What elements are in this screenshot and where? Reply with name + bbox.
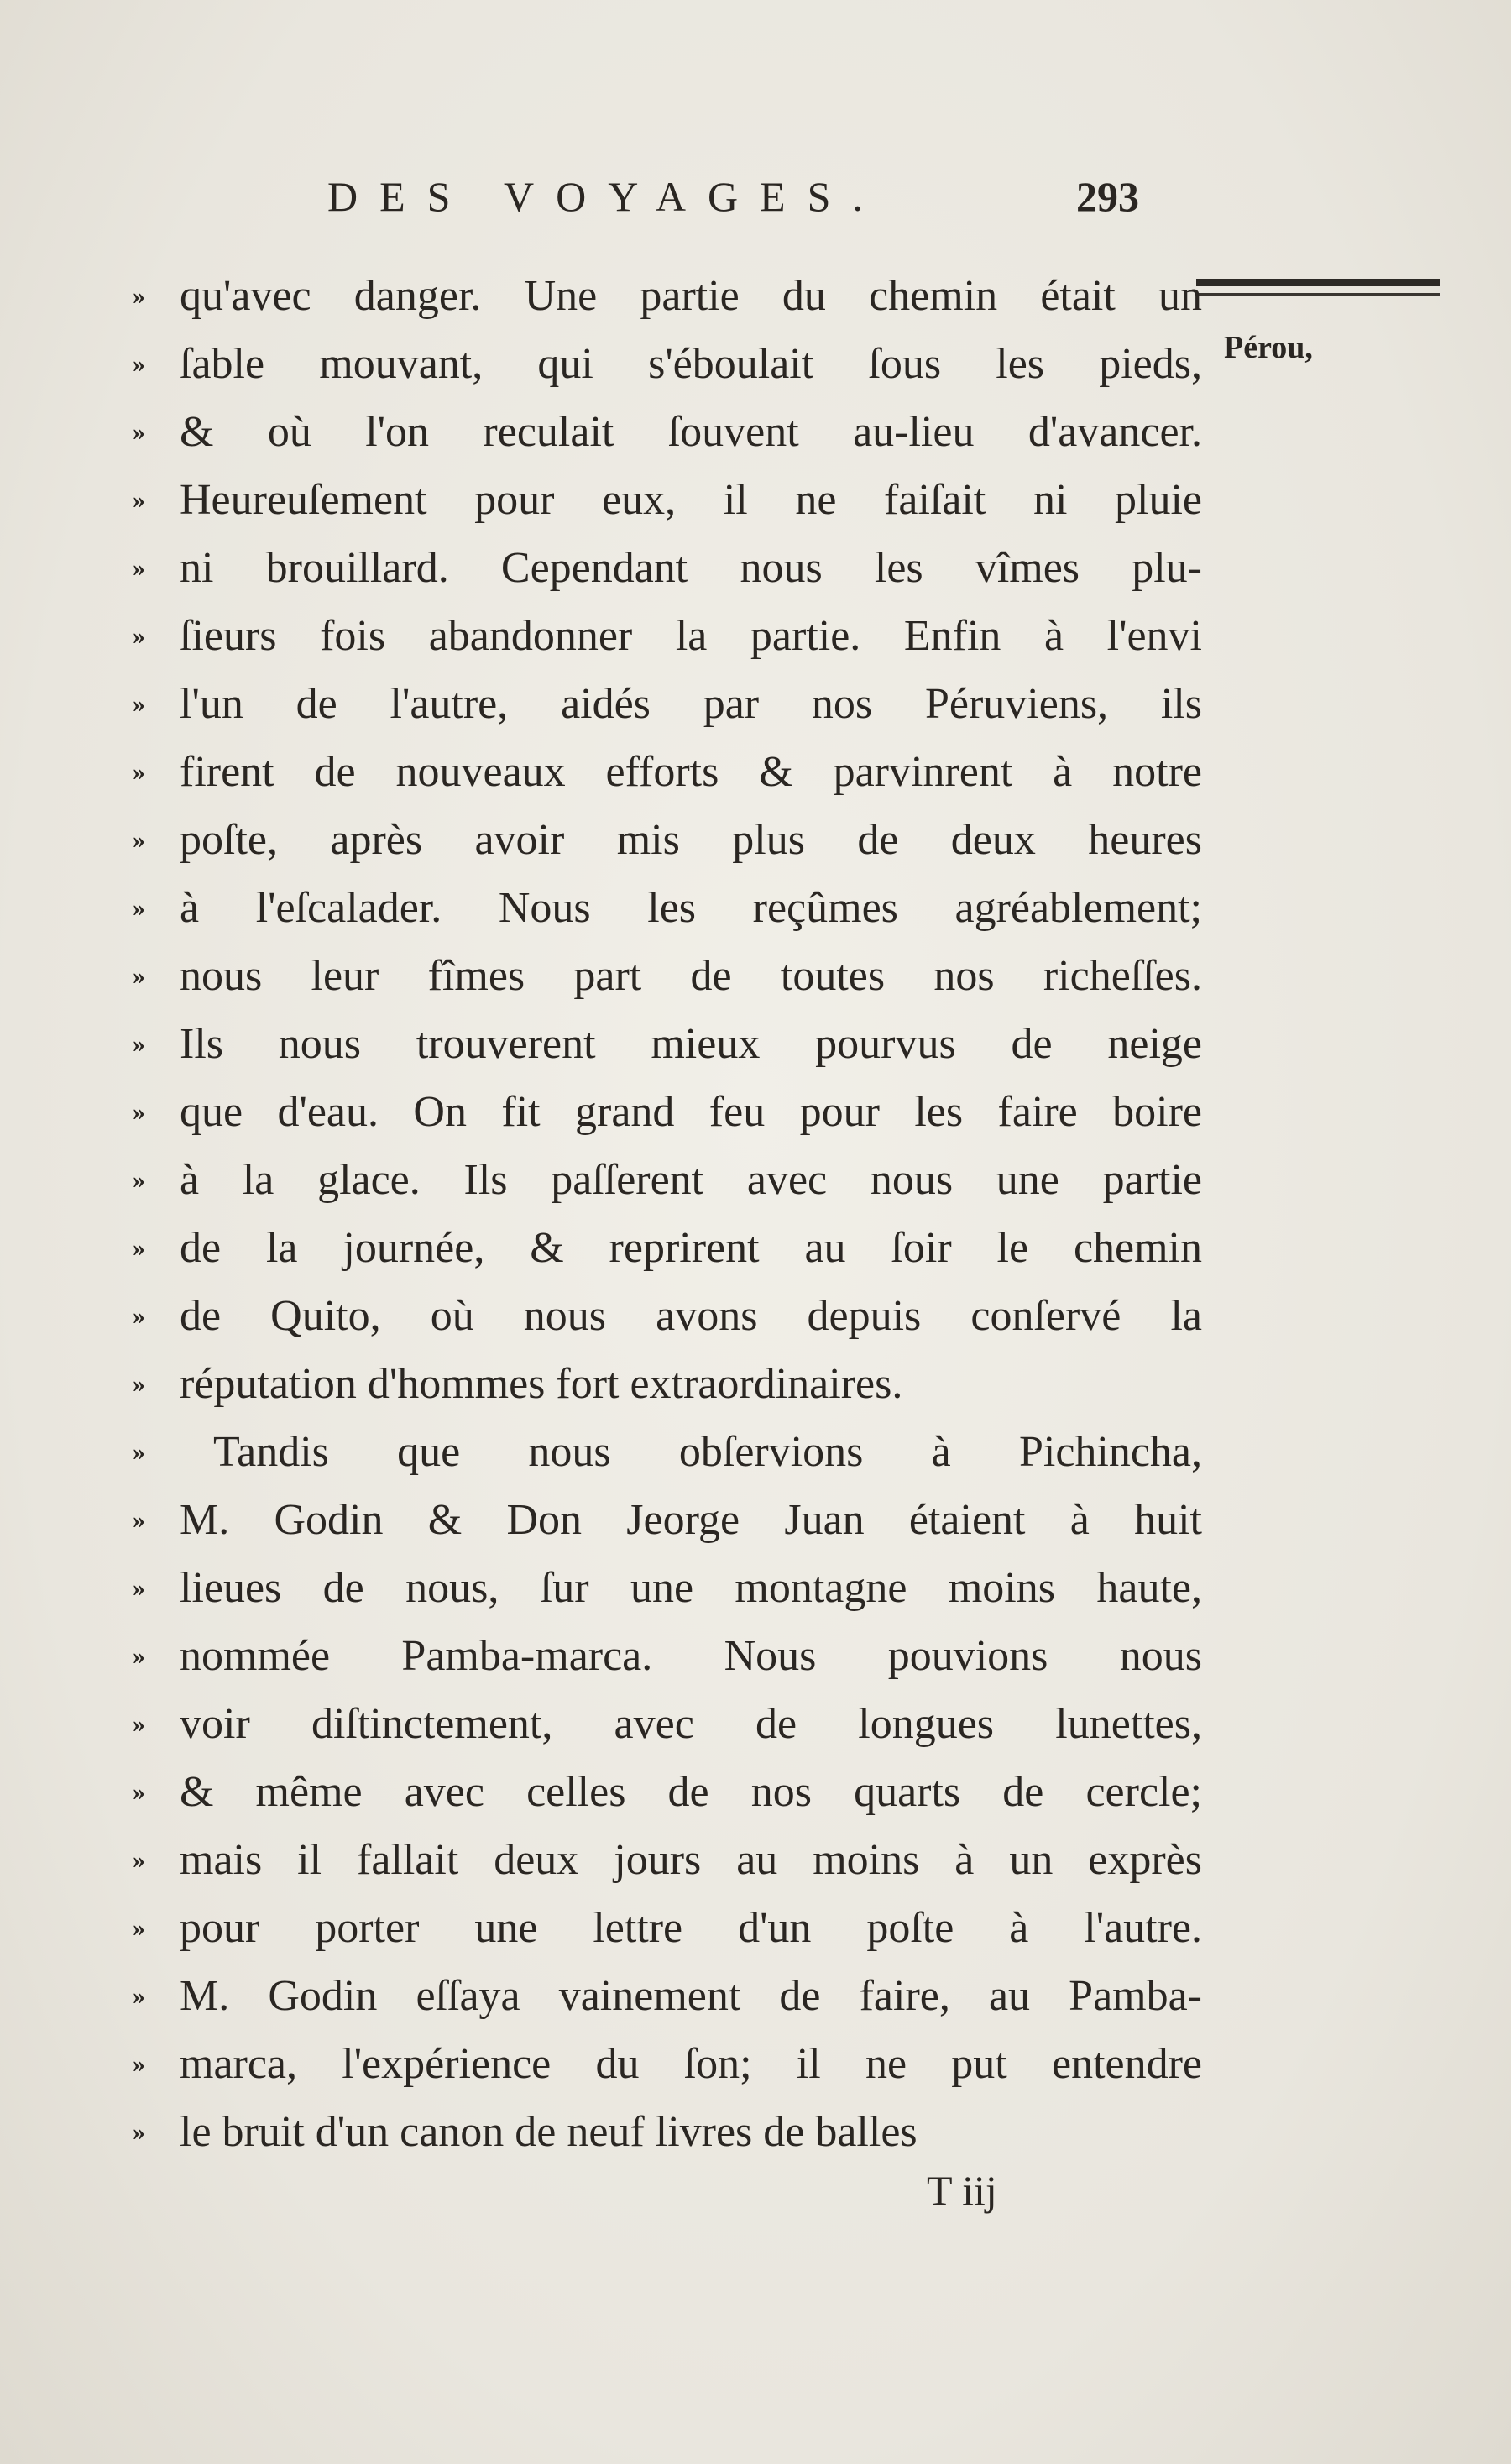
line-text: l'un de l'autre, aidés par nos Péruviens, ils <box>180 680 1202 728</box>
quote-mark: » <box>133 350 145 378</box>
text-line <box>133 1010 1202 1078</box>
signature-mark: T iij <box>927 2167 997 2214</box>
line-text: Heureuſement pour eux, il ne faiſait ni pluie <box>180 476 1202 524</box>
quote-mark: » <box>133 282 145 310</box>
line-text: que d'eau. On fit grand feu pour les faire boire <box>180 1088 1202 1136</box>
text-line <box>133 670 1202 738</box>
line-text: poſte, après avoir mis plus de deux heures <box>180 816 1202 864</box>
quote-mark: » <box>133 2050 145 2078</box>
quote-mark: » <box>133 1778 145 1806</box>
line-text: pour porter une lettre d'un poſte à l'autre. <box>180 1904 1202 1952</box>
quote-mark: » <box>133 1574 145 1602</box>
text-line <box>133 1146 1202 1214</box>
running-title: DES VOYAGES. <box>327 173 885 220</box>
text-line <box>133 1486 1202 1554</box>
quote-mark: » <box>133 1370 145 1398</box>
text-line <box>133 1894 1202 1962</box>
text-line <box>133 1418 1202 1486</box>
text-line <box>133 806 1202 874</box>
text-line <box>133 1826 1202 1894</box>
quote-mark: » <box>133 690 145 718</box>
text-line <box>133 1622 1202 1690</box>
quote-mark: » <box>133 418 145 446</box>
quote-mark: » <box>133 622 145 650</box>
quote-mark: » <box>133 2118 145 2146</box>
text-line <box>133 398 1202 466</box>
line-text: nous leur fîmes part de toutes nos richeſſes. <box>180 952 1202 1000</box>
line-text: Ils nous trouverent mieux pourvus de neige <box>180 1020 1202 1068</box>
line-text: qu'avec danger. Une partie du chemin était un <box>180 272 1202 320</box>
text-line <box>133 738 1202 806</box>
line-text: réputation d'hommes fort extraordinaires. <box>180 1360 903 1408</box>
line-text: le bruit d'un canon de neuf livres de balles <box>180 2108 918 2156</box>
text-line <box>133 874 1202 942</box>
page-number: 293 <box>1076 173 1139 220</box>
text-line <box>133 602 1202 670</box>
line-text: ſieurs fois abandonner la partie. Enfin à l'envi <box>180 612 1202 660</box>
text-line <box>133 942 1202 1010</box>
line-text: à l'eſcalader. Nous les reçûmes agréablement; <box>180 884 1202 932</box>
quote-mark: » <box>133 1234 145 1262</box>
line-text: & où l'on reculait ſouvent au-lieu d'avancer. <box>180 408 1202 456</box>
text-line <box>133 1350 1202 1418</box>
quote-mark: » <box>133 1642 145 1670</box>
text-line <box>133 262 1202 330</box>
text-line <box>133 1758 1202 1826</box>
line-text: de Quito, où nous avons depuis conſervé la <box>180 1292 1202 1340</box>
quote-mark: » <box>133 894 145 922</box>
line-text: de la journée, & reprirent au ſoir le chemin <box>180 1224 1202 1272</box>
quote-mark: » <box>133 1506 145 1534</box>
text-line <box>133 1962 1202 2030</box>
quote-mark: » <box>133 1030 145 1058</box>
line-text: firent de nouveaux efforts & parvinrent à notre <box>180 748 1202 796</box>
quote-mark: » <box>133 1438 145 1466</box>
line-text: lieues de nous, ſur une montagne moins haute, <box>180 1564 1202 1612</box>
margin-note: Pérou, <box>1224 330 1313 365</box>
text-line <box>133 1214 1202 1282</box>
text-line <box>133 1554 1202 1622</box>
quote-mark: » <box>133 962 145 990</box>
line-text: Tandis que nous obſervions à Pichincha, <box>213 1428 1202 1476</box>
quote-mark: » <box>133 758 145 786</box>
quote-mark: » <box>133 486 145 514</box>
line-text: voir diſtinctement, avec de longues lunettes, <box>180 1700 1202 1748</box>
text-line <box>133 534 1202 602</box>
line-text: nommée Pamba-marca. Nous pouvions nous <box>180 1632 1202 1680</box>
quote-mark: » <box>133 1098 145 1126</box>
quote-mark: » <box>133 1302 145 1330</box>
text-line <box>133 2098 1202 2166</box>
body-text <box>133 262 1202 2166</box>
text-line <box>133 330 1202 398</box>
quote-mark: » <box>133 554 145 582</box>
quote-mark: » <box>133 1166 145 1194</box>
quote-mark: » <box>133 1982 145 2010</box>
quote-mark: » <box>133 826 145 854</box>
line-text: à la glace. Ils paſſerent avec nous une partie <box>180 1156 1202 1204</box>
quote-mark: » <box>133 1710 145 1738</box>
line-text: M. Godin eſſaya vainement de faire, au Pamba- <box>180 1972 1202 2020</box>
text-line <box>133 2030 1202 2098</box>
quote-mark: » <box>133 1846 145 1874</box>
line-text: M. Godin & Don Jeorge Juan étaient à huit <box>180 1496 1202 1544</box>
line-text: mais il fallait deux jours au moins à un exprès <box>180 1836 1202 1884</box>
line-text: ſable mouvant, qui s'éboulait ſous les pieds, <box>180 340 1202 388</box>
line-text: marca, l'expérience du ſon; il ne put entendre <box>180 2040 1202 2088</box>
line-text: ni brouillard. Cependant nous les vîmes plu- <box>180 544 1202 592</box>
text-line <box>133 466 1202 534</box>
text-line <box>133 1282 1202 1350</box>
margin-rule <box>1196 279 1440 286</box>
margin-rule-thin <box>1196 293 1440 296</box>
line-text: & même avec celles de nos quarts de cercle; <box>180 1768 1202 1816</box>
text-line <box>133 1690 1202 1758</box>
text-line <box>133 1078 1202 1146</box>
quote-mark: » <box>133 1914 145 1942</box>
